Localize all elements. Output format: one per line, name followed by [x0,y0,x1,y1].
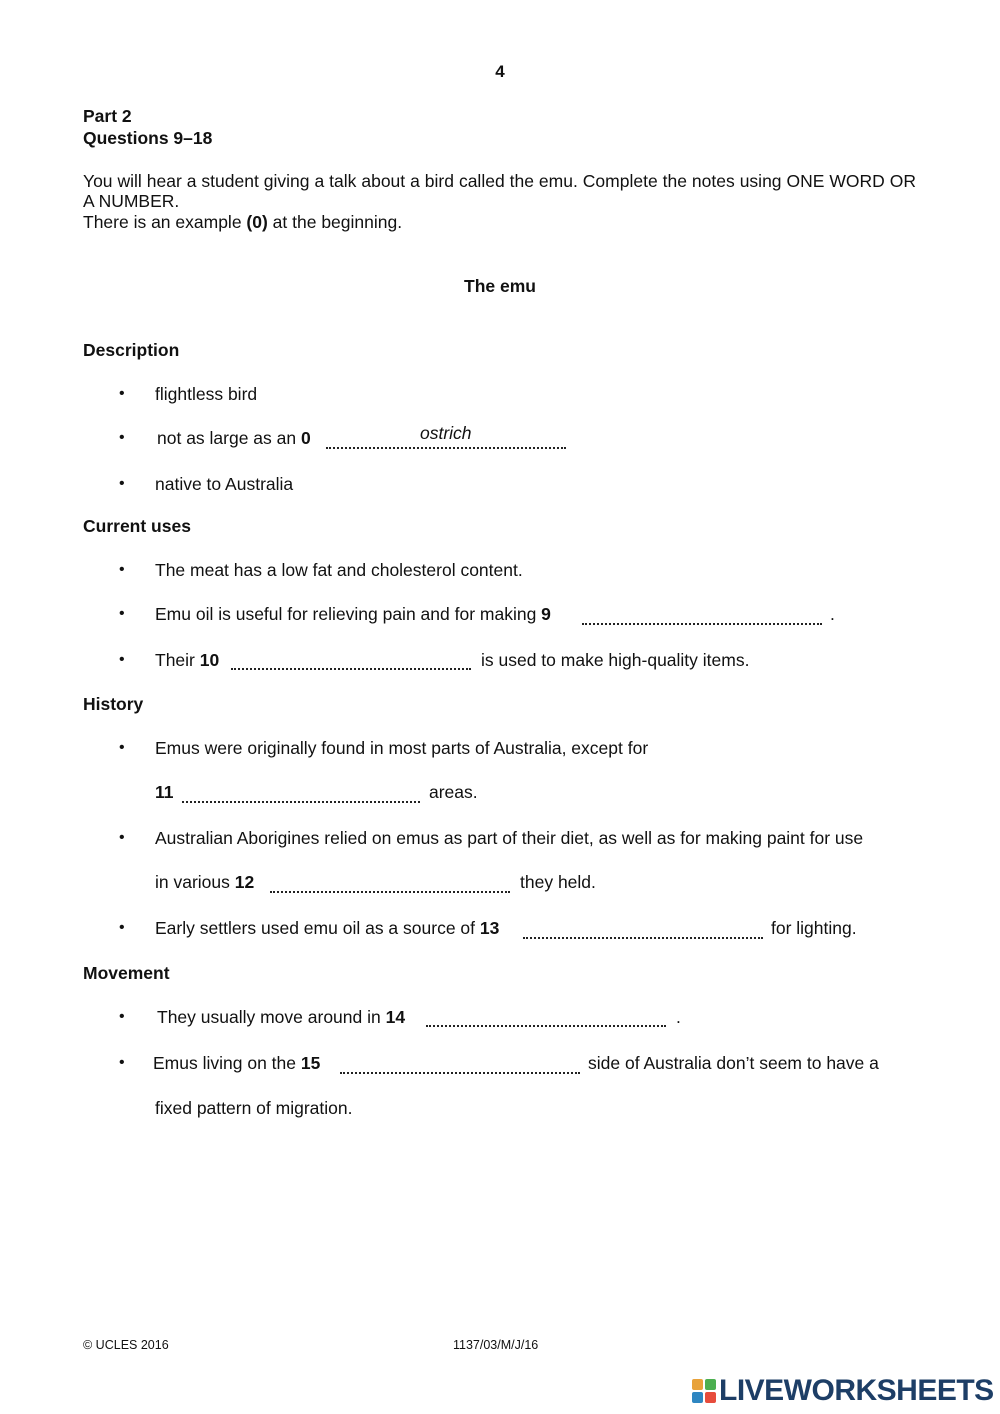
history-item-2-line-2 [155,872,254,893]
question-number-15: 15 [300,1053,321,1073]
answer-blank-10[interactable] [231,667,471,670]
answer-blank-9[interactable] [582,622,822,625]
logo-grid-icon [692,1379,716,1403]
movement-item-1-text: They usually move around in [157,1007,386,1027]
movement-item-1 [157,1007,405,1028]
section-heading-history: History [83,694,144,714]
answer-blank-14[interactable] [426,1024,666,1027]
history-item-1: Emus were originally found in most parts of Australia, except for [155,738,649,758]
notes-title: The emu [464,276,536,296]
question-number-0: 0 [300,428,311,448]
example-marker: (0) [246,212,268,232]
bullet-icon: • [119,561,125,578]
page-number: 4 [495,62,505,81]
answer-blank-13[interactable] [523,936,763,939]
movement-item-2-after: side of Australia don’t seem to have a [588,1053,879,1073]
question-number-13: 13 [479,918,500,938]
current-uses-item-2 [155,604,551,625]
logo-cell [705,1379,716,1390]
section-heading-movement: Movement [83,963,170,983]
description-item-2 [157,428,311,449]
question-number-14: 14 [385,1007,406,1027]
questions-range: Questions 9–18 [83,128,213,148]
example-prefix: There is an example [83,212,247,232]
history-item-2-after: they held. [520,872,596,892]
movement-item-2 [153,1053,320,1074]
footer-copyright: © UCLES 2016 [83,1338,169,1352]
history-item-2-text: in various [155,872,235,892]
question-number-10: 10 [199,650,220,670]
movement-item-2-text: Emus living on the [153,1053,301,1073]
section-heading-current-uses: Current uses [83,516,191,536]
example-instruction [83,212,402,233]
answer-blank-12[interactable] [270,890,510,893]
liveworksheets-logo [692,1374,994,1408]
bullet-icon: • [119,605,125,622]
bullet-icon: • [119,919,125,936]
current-uses-item-3 [155,650,219,671]
part-title: Part 2 [83,106,132,126]
bullet-icon: • [119,829,125,846]
answer-blank-11[interactable] [182,800,420,803]
section-heading-description: Description [83,340,180,360]
current-uses-item-3-text: Their [155,650,200,670]
movement-item-1-period: . [676,1007,681,1027]
answer-blank-15[interactable] [340,1071,580,1074]
current-uses-item-2-period: . [830,604,835,624]
history-item-3-text: Early settlers used emu oil as a source of [155,918,480,938]
question-number-9: 9 [541,604,551,624]
logo-cell [692,1392,703,1403]
description-item-1: flightless bird [155,384,258,404]
example-answer: ostrich [420,423,472,443]
question-number-11: 11 [155,782,174,802]
bullet-icon: • [119,651,125,668]
movement-item-2-line-2: fixed pattern of migration. [155,1098,353,1118]
bullet-icon: • [119,739,125,756]
instructions-text: You will hear a student giving a talk about a bird called the emu. Complete the notes using ONE WORD OR A NUMBER. [83,171,916,211]
history-item-1-after: areas. [429,782,478,802]
bullet-icon: • [119,429,125,446]
description-item-3: native to Australia [155,474,294,494]
current-uses-item-3-after: is used to make high-quality items. [481,650,750,670]
logo-text: LIVEWORKSHEETS [719,1374,994,1407]
question-number-12: 12 [234,872,255,892]
current-uses-item-2-text: Emu oil is useful for relieving pain and for making [155,604,542,624]
logo-cell [705,1392,716,1403]
example-suffix: at the beginning. [267,212,403,232]
history-item-3 [155,918,499,939]
current-uses-item-1: The meat has a low fat and cholesterol content. [155,560,523,580]
history-item-2: Australian Aborigines relied on emus as part of their diet, as well as for making paint for use [155,828,864,848]
bullet-icon: • [119,1008,125,1025]
answer-blank-0 [326,446,566,449]
description-item-2-text: not as large as an [157,428,301,448]
bullet-icon: • [119,385,125,402]
logo-cell [692,1379,703,1390]
bullet-icon: • [119,475,125,492]
bullet-icon: • [119,1054,125,1071]
history-item-3-after: for lighting. [771,918,857,938]
footer-paper-code: 1137/03/M/J/16 [453,1338,539,1352]
